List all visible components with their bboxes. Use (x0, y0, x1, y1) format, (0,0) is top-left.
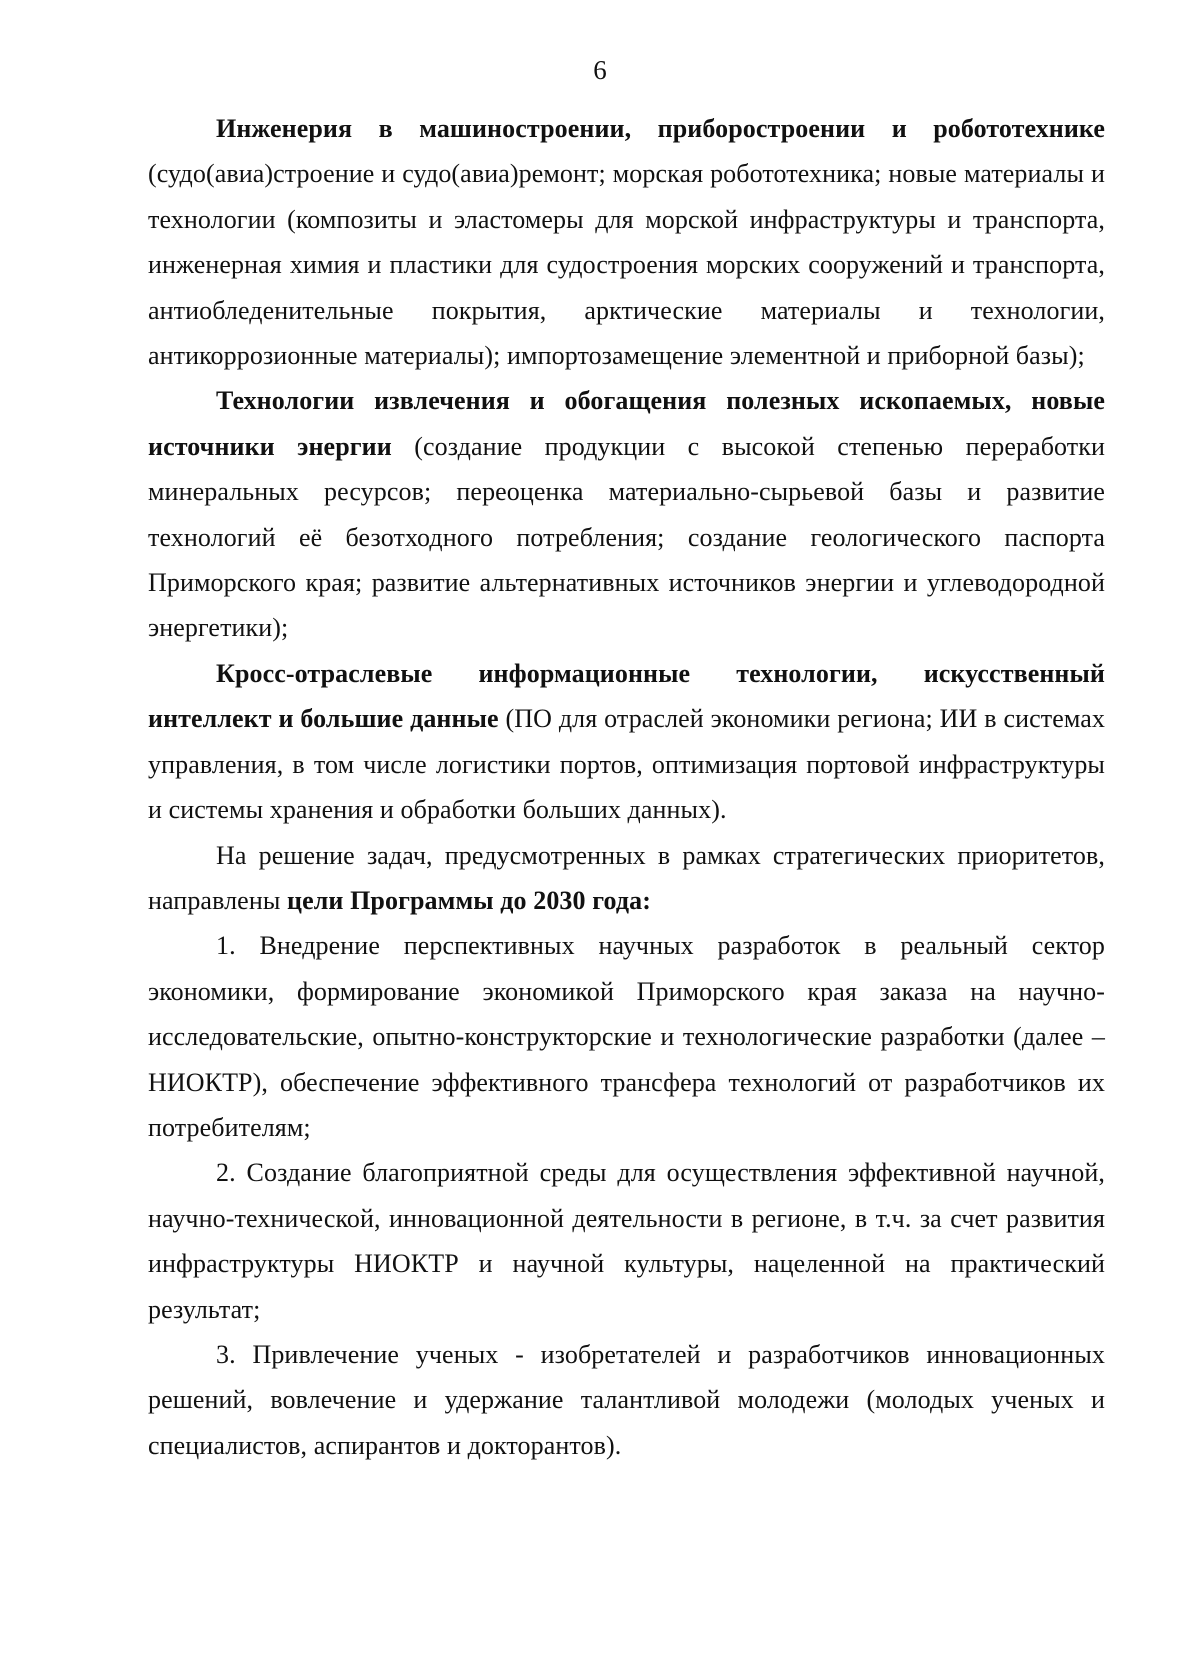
paragraph-text: (создание продукции с высокой степенью переработки минеральных ресурсов; переоценка материально-сырьевой базы и развитие технологий её безотходного потребления; создание геологического паспорта Приморского края; развитие альтернативных источников энергии и углеводородной энергетики); (148, 431, 1105, 643)
document-body (148, 106, 1105, 1468)
paragraph-text: (ПО для отраслей экономики региона; ИИ в системах управления, в том числе логистики портов, оптимизация портовой инфраструктуры и системы хранения и обработки больших данных). (148, 704, 1105, 825)
goal-text: 2. Создание благоприятной среды для осуществления эффективной научной, научно-технической, инновационной деятельности в регионе, в т.ч. за счет развития инфраструктуры НИОКТР и научной культуры, нацеленной на практический результат; (148, 1158, 1105, 1324)
goal-text: 3. Привлечение ученых - изобретателей и разработчиков инновационных решений, вовлечение и удержание талантливой молодежи (молодых ученых и специалистов, аспирантов и докторантов). (148, 1339, 1105, 1460)
goal-item-2 (148, 1150, 1105, 1332)
paragraph-heading: Технологии извлечения и обогащения полезных ископаемых, новые источники энергии (148, 386, 1105, 461)
paragraph-text: (судо(авиа)строение и судо(авиа)ремонт; морская робототехника; новые материалы и технологии (композиты и эластомеры для морской инфраструктуры и транспорта, инженерная химия и пластики для судостроения морских сооружений и транспорта, антиобледенительные покрытия, арктические материалы и технологии, антикоррозионные материалы); импортозамещение элементной и приборной базы); (148, 159, 1105, 371)
paragraph-heading: Инженерия в машиностроении, приборостроении и робототехнике (216, 114, 1105, 143)
goal-item-3 (148, 1332, 1105, 1468)
page-number: 6 (593, 55, 607, 85)
paragraph-program-goals-intro (148, 833, 1105, 924)
goal-text: 1. Внедрение перспективных научных разработок в реальный сектор экономики, формирование экономикой Приморского края заказа на научно-исследовательские, опытно-конструкторские и технологические разработки (далее – НИОКТР), обеспечение эффективного трансфера технологий от разработчиков их потребителям; (148, 931, 1105, 1142)
paragraph-engineering (148, 106, 1105, 378)
paragraph-text: На решение задач, предусмотренных в рамках стратегических приоритетов, направлены (148, 840, 1105, 915)
paragraph-heading: Кросс-отраслевые информационные технологии, искусственный интеллект и большие данные (148, 658, 1105, 734)
program-goals-heading: цели Программы до 2030 года: (287, 885, 651, 915)
paragraph-mining-energy (148, 378, 1105, 650)
paragraph-it-ai (148, 651, 1105, 833)
goal-item-1 (148, 923, 1105, 1150)
